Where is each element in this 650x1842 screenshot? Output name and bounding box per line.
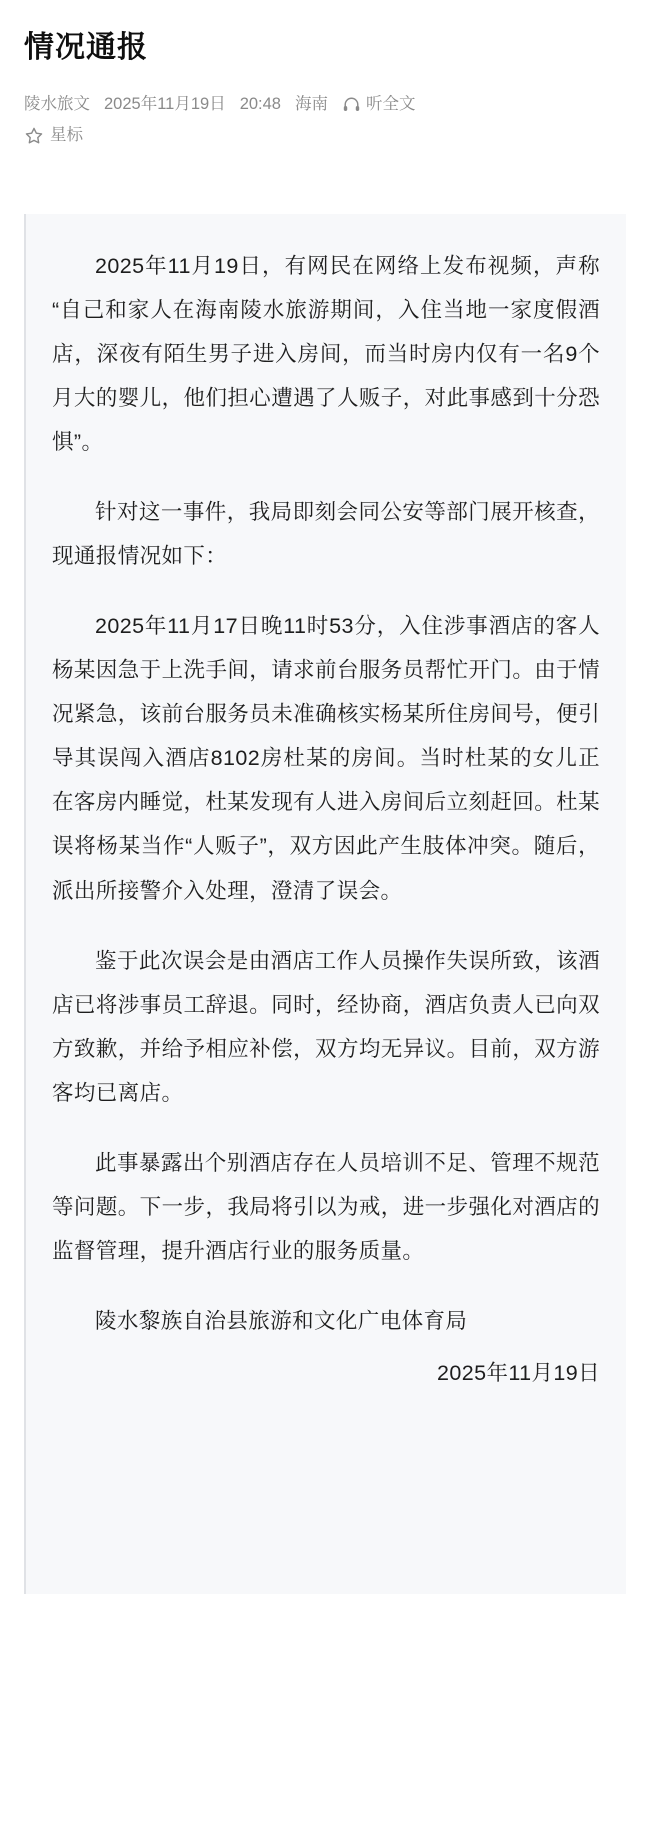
article-paragraph: 此事暴露出个别酒店存在人员培训不足、管理不规范等问题。下一步，我局将引以为戒，进一步强化对酒店的监督管理，提升酒店行业的服务质量。	[52, 1150, 600, 1263]
article-paragraph: 针对这一事件，我局即刻会同公安等部门展开核查，现通报情况如下：	[52, 500, 600, 569]
star-label: 星标	[50, 126, 83, 145]
listen-full-text-label: 听全文	[365, 95, 416, 113]
article-meta	[24, 89, 626, 152]
meta-date: 2025年11月19日	[104, 95, 226, 113]
article-paragraph: 2025年11月17日晚11时53分，入住涉事酒店的客人杨某因急于上洗手间，请求前台服务员帮忙开门。由于情况紧急，该前台服务员未准确核实杨某所住房间号，便引导其误闯入酒店8102房杜某的房间。当时杜某的女儿正在客房内睡觉，杜某发现有人进入房间后立刻赶回。杜某误将杨某当作“人贩子”，双方因此产生肢体冲突。随后，派出所接警介入处理，澄清了误会。	[52, 614, 600, 903]
article-paragraph: 2025年11月19日，有网民在网络上发布视频，声称“自己和家人在海南陵水旅游期间，入住当地一家度假酒店，深夜有陌生男子进入房间，而当时房内仅有一名9个月大的婴儿，他们担心遭遇了人贩子，对此事感到十分恐惧”。	[52, 253, 600, 454]
meta-location: 海南	[294, 95, 328, 113]
listen-full-text-button[interactable]	[342, 89, 416, 120]
article-signature-date: 2025年11月19日	[437, 1361, 600, 1386]
star-button[interactable]	[24, 120, 83, 151]
article-signature: 陵水黎族自治县旅游和文化广电体育局	[95, 1309, 468, 1333]
headphone-icon	[342, 95, 361, 114]
page-title: 情况通报	[24, 31, 148, 64]
article-paragraph: 鉴于此次误会是由酒店工作人员操作失误所致，该酒店已将涉事员工辞退。同时，经协商，酒店负责人已向双方致歉，并给予相应补偿，双方均无异议。目前，双方游客均已离店。	[52, 948, 600, 1105]
meta-source[interactable]: 陵水旅文	[24, 95, 90, 113]
article-body	[24, 214, 626, 1594]
star-outline-icon	[24, 126, 44, 146]
meta-time: 20:48	[239, 95, 281, 113]
